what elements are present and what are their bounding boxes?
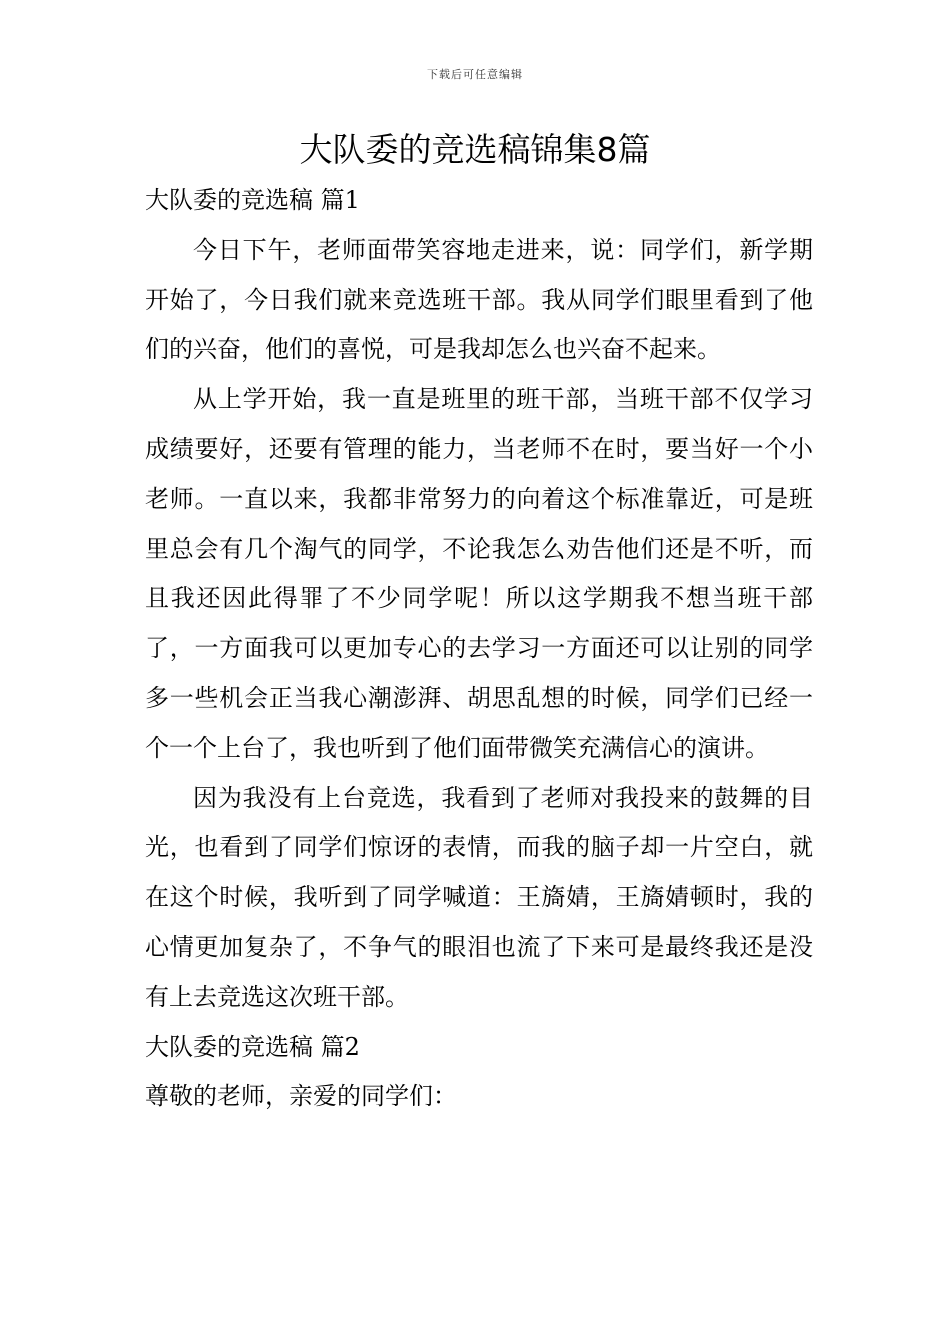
greeting-line: 尊敬的老师，亲爱的同学们： bbox=[145, 1082, 457, 1111]
paragraph: 今日下午，老师面带笑容地走进来，说：同学们，新学期开始了，今日我们就来竞选班干部。我从同学们眼里看到了他们的兴奋，他们的喜悦，可是我却怎么也兴奋不起来。 bbox=[145, 235, 813, 364]
document-title: 大队委的竞选稿锦集8篇 bbox=[299, 130, 651, 169]
document-body bbox=[145, 176, 813, 1122]
header-note: 下载后可任意编辑 bbox=[427, 68, 523, 81]
paragraph: 从上学开始，我一直是班里的班干部，当班干部不仅学习成绩要好，还要有管理的能力，当老师不在时，要当好一个小老师。一直以来，我都非常努力的向着这个标准靠近，可是班里总会有几个淘气的同学，不论我怎么劝告他们还是不听，而且我还因此得罪了不少同学呢！所以这学期我不想当班干部了，一方面我可以更加专心的去学习一方面还可以让别的同学多一些机会正当我心潮澎湃、胡思乱想的时候，同学们已经一个一个上台了，我也听到了他们面带微笑充满信心的演讲。 bbox=[145, 385, 813, 762]
section-heading: 大队委的竞选稿 篇2 bbox=[145, 1032, 360, 1061]
paragraph: 因为我没有上台竞选，我看到了老师对我投来的鼓舞的目光，也看到了同学们惊讶的表情，而我的脑子却一片空白，就在这个时候，我听到了同学喊道：王旖婧，王旖婧顿时，我的心情更加复杂了，不争气的眼泪也流了下来可是最终我还是没有上去竞选这次班干部。 bbox=[145, 783, 813, 1011]
section-heading: 大队委的竞选稿 篇1 bbox=[145, 186, 360, 214]
